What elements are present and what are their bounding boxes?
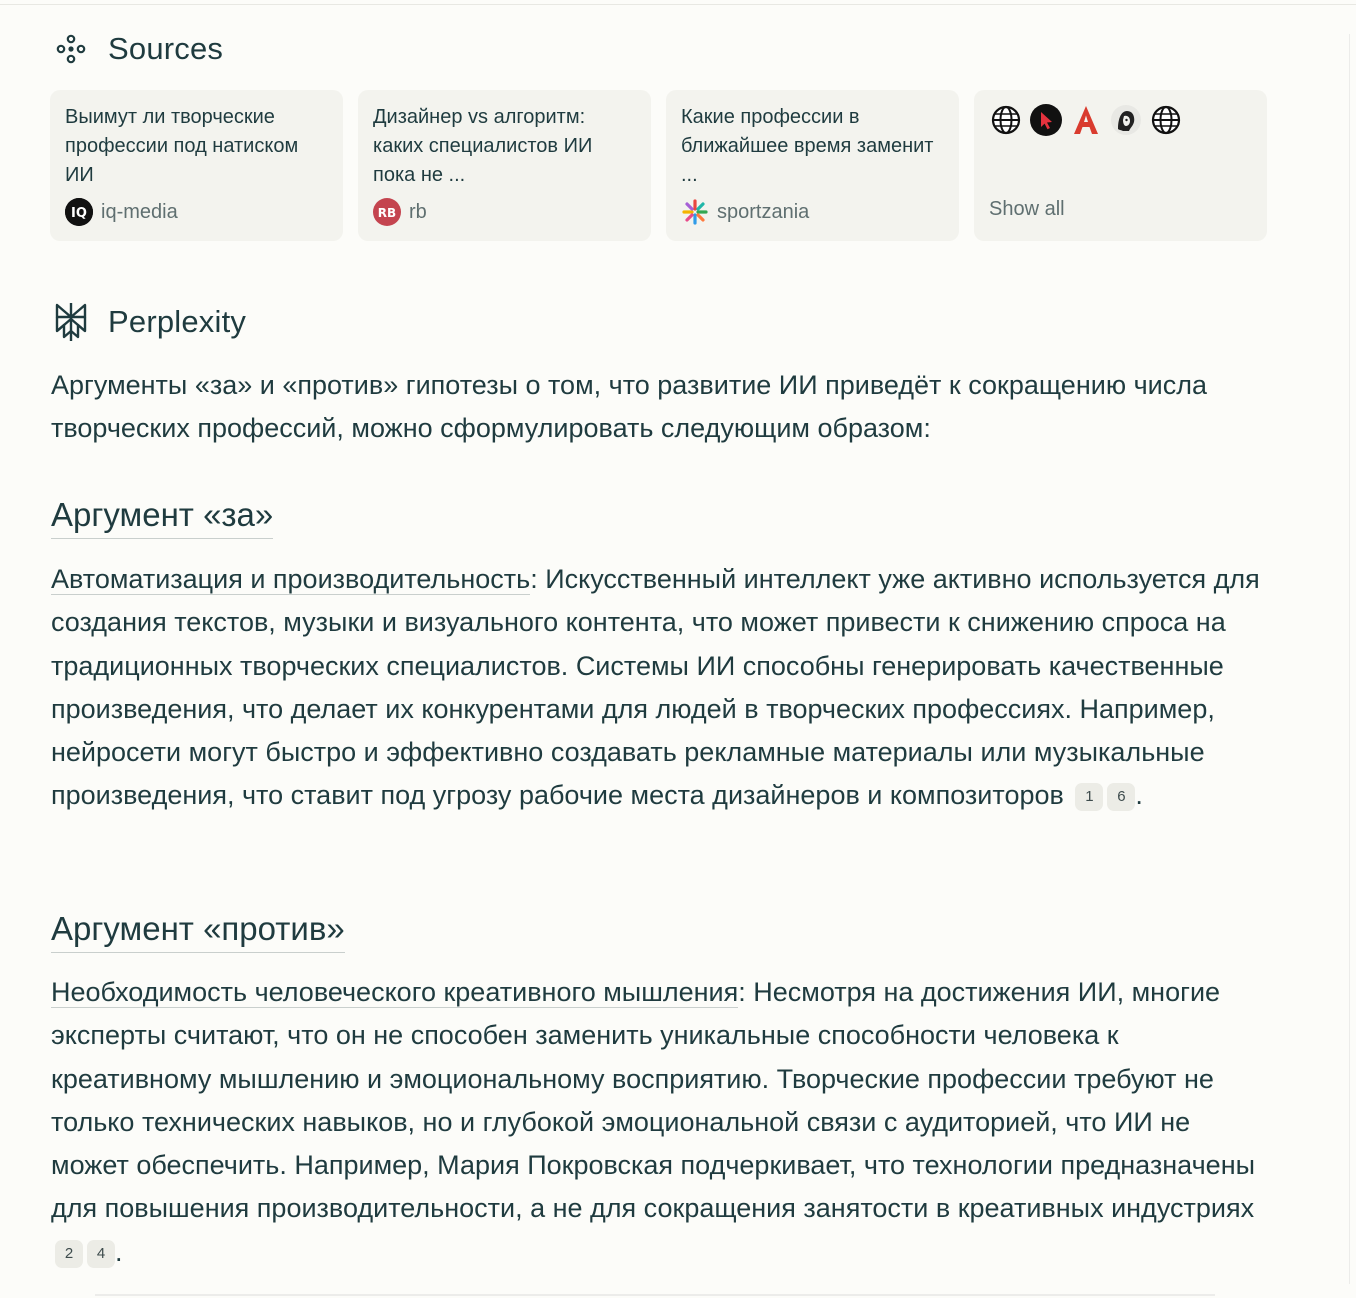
answer-intro: Аргументы «за» и «против» гипотезы о том, что развитие ИИ приведёт к сокращению числа творческих профессий, можно сформулировать следующим образом: bbox=[51, 370, 1207, 444]
citation-badge[interactable]: 4 bbox=[87, 1240, 115, 1268]
source-site-name: sportzania bbox=[717, 200, 810, 223]
favicon-stack bbox=[989, 103, 1253, 137]
iq-logo-icon bbox=[65, 198, 93, 226]
end-punctuation: . bbox=[1135, 780, 1143, 811]
source-card-1[interactable] bbox=[50, 90, 343, 241]
bottom-divider bbox=[95, 1294, 1215, 1296]
citation-badge[interactable]: 1 bbox=[1075, 783, 1103, 811]
source-card-meta bbox=[373, 198, 427, 226]
section-paragraph-pro bbox=[51, 558, 1261, 818]
top-divider bbox=[0, 4, 1356, 5]
section-text: : Искусственный интеллект уже активно используется для создания текстов, музыки и визуального контента, что может привести к снижению спроса на традиционных творческих специалистов. Системы ИИ способны генерировать качественные произведения, что делает их конкурентами для людей в творческих профессиях. Например, нейросети могут быстро и эффективно создавать рекламные материалы или музыкальные произведения, что ставит под угрозу рабочие места дизайнеров и композиторов bbox=[51, 564, 1260, 811]
source-card-meta bbox=[65, 198, 178, 226]
svg-text:IQ: IQ bbox=[71, 206, 87, 221]
rb-logo-icon bbox=[373, 198, 401, 226]
answer-brand-title: Perplexity bbox=[108, 304, 247, 339]
cursor-logo-icon bbox=[1029, 103, 1063, 137]
answer-header bbox=[52, 303, 246, 341]
end-punctuation: . bbox=[115, 1236, 123, 1267]
section-paragraph-contra bbox=[51, 971, 1261, 1274]
section-term[interactable]: Автоматизация и производительность bbox=[51, 564, 531, 594]
sources-list bbox=[50, 90, 1267, 241]
section-text: : Несмотря на достижения ИИ, многие эксперты считают, что он не способен заменить уникальные способности человека к креативному мышлению и эмоциональному восприятию. Творческие профессии требуют не только технических навыков, но и глубокой эмоциональной связи с аудиторией, что ИИ не может обеспечить. Например, Мария Покровская подчеркивает, что технологии предназначены для повышения производительности, а не для сокращения занятости в креативных индустриях bbox=[51, 977, 1256, 1224]
show-all-sources-card[interactable] bbox=[974, 90, 1267, 241]
source-card-2[interactable] bbox=[358, 90, 651, 241]
source-card-meta bbox=[681, 198, 809, 226]
source-site-name: iq-media bbox=[101, 200, 178, 223]
letter-a-logo-icon bbox=[1069, 103, 1103, 137]
citation-badge[interactable]: 2 bbox=[55, 1240, 83, 1268]
section-term[interactable]: Необходимость человеческого креативного мышления bbox=[51, 977, 739, 1007]
sportzania-logo-icon bbox=[681, 198, 709, 226]
sources-icon bbox=[52, 30, 90, 68]
sources-header bbox=[52, 30, 223, 68]
globe-icon bbox=[989, 103, 1023, 137]
source-card-title: Какие профессии в ближайшее время заменит ... bbox=[681, 106, 934, 186]
show-all-label: Show all bbox=[989, 198, 1065, 220]
svg-text:RB: RB bbox=[377, 206, 397, 220]
source-card-title: Выимут ли творческие профессии под натиском ИИ bbox=[65, 106, 299, 186]
source-card-title: Дизайнер vs алгоритм: каких специалистов ИИ пока не ... bbox=[373, 106, 593, 186]
section-heading-pro: Аргумент «за» bbox=[51, 496, 273, 539]
portrait-logo-icon bbox=[1109, 103, 1143, 137]
source-site-name: rb bbox=[409, 200, 427, 223]
source-card-3[interactable] bbox=[666, 90, 959, 241]
perplexity-logo-icon bbox=[52, 303, 90, 341]
globe-icon bbox=[1149, 103, 1183, 137]
sources-title: Sources bbox=[108, 31, 224, 66]
citation-badge[interactable]: 6 bbox=[1107, 783, 1135, 811]
section-heading-contra: Аргумент «против» bbox=[51, 910, 345, 953]
right-scroll-rail[interactable] bbox=[1349, 34, 1356, 1284]
